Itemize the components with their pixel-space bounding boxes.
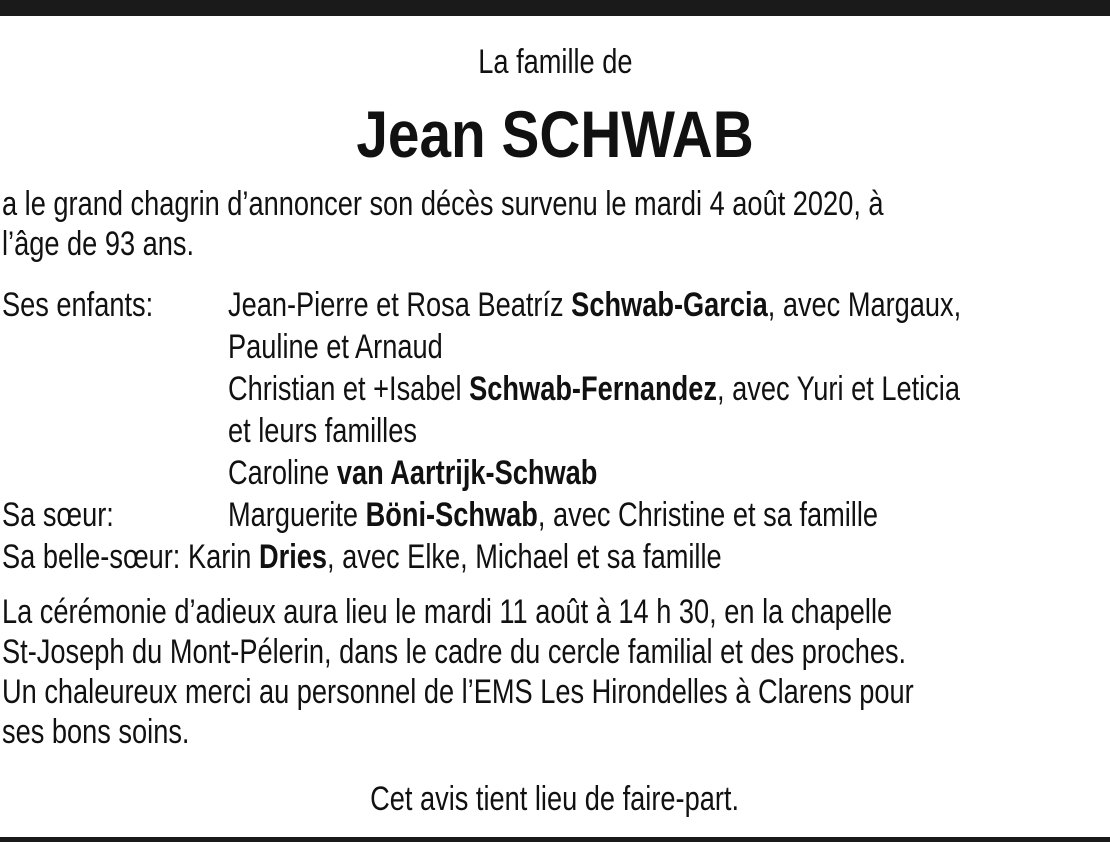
family-list bbox=[2, 284, 1106, 578]
child-given-names: Caroline bbox=[228, 454, 337, 492]
intro-line bbox=[0, 40, 1110, 84]
ceremony-line: St-Joseph du Mont-Pélerin, dans le cadre du cercle familial et des proches. bbox=[2, 633, 907, 671]
child-surname: Schwab-Fernandez bbox=[469, 370, 718, 408]
sister-label: Sa sœur: bbox=[2, 496, 114, 534]
sister-relatives: , avec Christine et sa famille bbox=[537, 496, 878, 534]
sister-in-law-given-name: Karin bbox=[187, 538, 259, 576]
deceased-name bbox=[0, 96, 1110, 172]
child-given-names: Jean-Pierre et Rosa Beatríz bbox=[228, 286, 572, 324]
family-row-continued bbox=[2, 410, 1106, 452]
closing-line bbox=[0, 778, 1110, 820]
announcement-paragraph bbox=[2, 184, 1104, 264]
family-row-child2 bbox=[2, 368, 1106, 410]
closing-text: Cet avis tient lieu de faire-part. bbox=[370, 780, 740, 818]
announcement-line: a le grand chagrin d’annoncer son décès survenu le mardi 4 août 2020, à bbox=[2, 185, 884, 223]
sister-surname: Böni-Schwab bbox=[365, 496, 538, 534]
announcement-line: l’âge de 93 ans. bbox=[2, 225, 195, 263]
child-entry-continued: et leurs familles bbox=[228, 412, 417, 450]
child-entry bbox=[228, 452, 597, 494]
ceremony-line: ses bons soins. bbox=[2, 713, 190, 751]
child-entry bbox=[228, 284, 961, 326]
top-rule bbox=[0, 0, 1110, 16]
family-row-sister-in-law bbox=[2, 536, 1106, 578]
child-entry-continued: Pauline et Arnaud bbox=[228, 328, 443, 366]
family-row-continued bbox=[2, 326, 1106, 368]
family-row-children bbox=[2, 284, 1106, 326]
sister-entry bbox=[228, 494, 878, 536]
children-label: Ses enfants: bbox=[2, 286, 154, 324]
family-row-child3 bbox=[2, 452, 1106, 494]
ceremony-line: Un chaleureux merci au personnel de l’EMS Les Hirondelles à Clarens pour bbox=[2, 673, 914, 711]
ceremony-paragraph bbox=[2, 592, 1110, 752]
bottom-rule bbox=[0, 837, 1110, 842]
intro-text: La famille de bbox=[477, 43, 633, 81]
child-given-names: Christian et +Isabel bbox=[228, 370, 470, 408]
child-surname: van Aartrijk-Schwab bbox=[336, 454, 598, 492]
family-row-sister bbox=[2, 494, 1106, 536]
child-relatives: , avec Margaux, bbox=[767, 286, 962, 324]
deceased-name-text: Jean SCHWAB bbox=[356, 97, 754, 171]
sister-in-law-label: Sa belle-sœur: bbox=[2, 538, 181, 576]
ceremony-line: La cérémonie d’adieux aura lieu le mardi 11 août à 14 h 30, en la chapelle bbox=[2, 593, 893, 631]
child-entry bbox=[228, 368, 960, 410]
sister-in-law-surname: Dries bbox=[259, 538, 328, 576]
sister-in-law-relatives: , avec Elke, Michael et sa famille bbox=[327, 538, 722, 576]
child-surname: Schwab-Garcia bbox=[571, 286, 768, 324]
sister-given-name: Marguerite bbox=[228, 496, 366, 534]
child-relatives: , avec Yuri et Leticia bbox=[717, 370, 960, 408]
sister-in-law-entry bbox=[2, 536, 722, 578]
